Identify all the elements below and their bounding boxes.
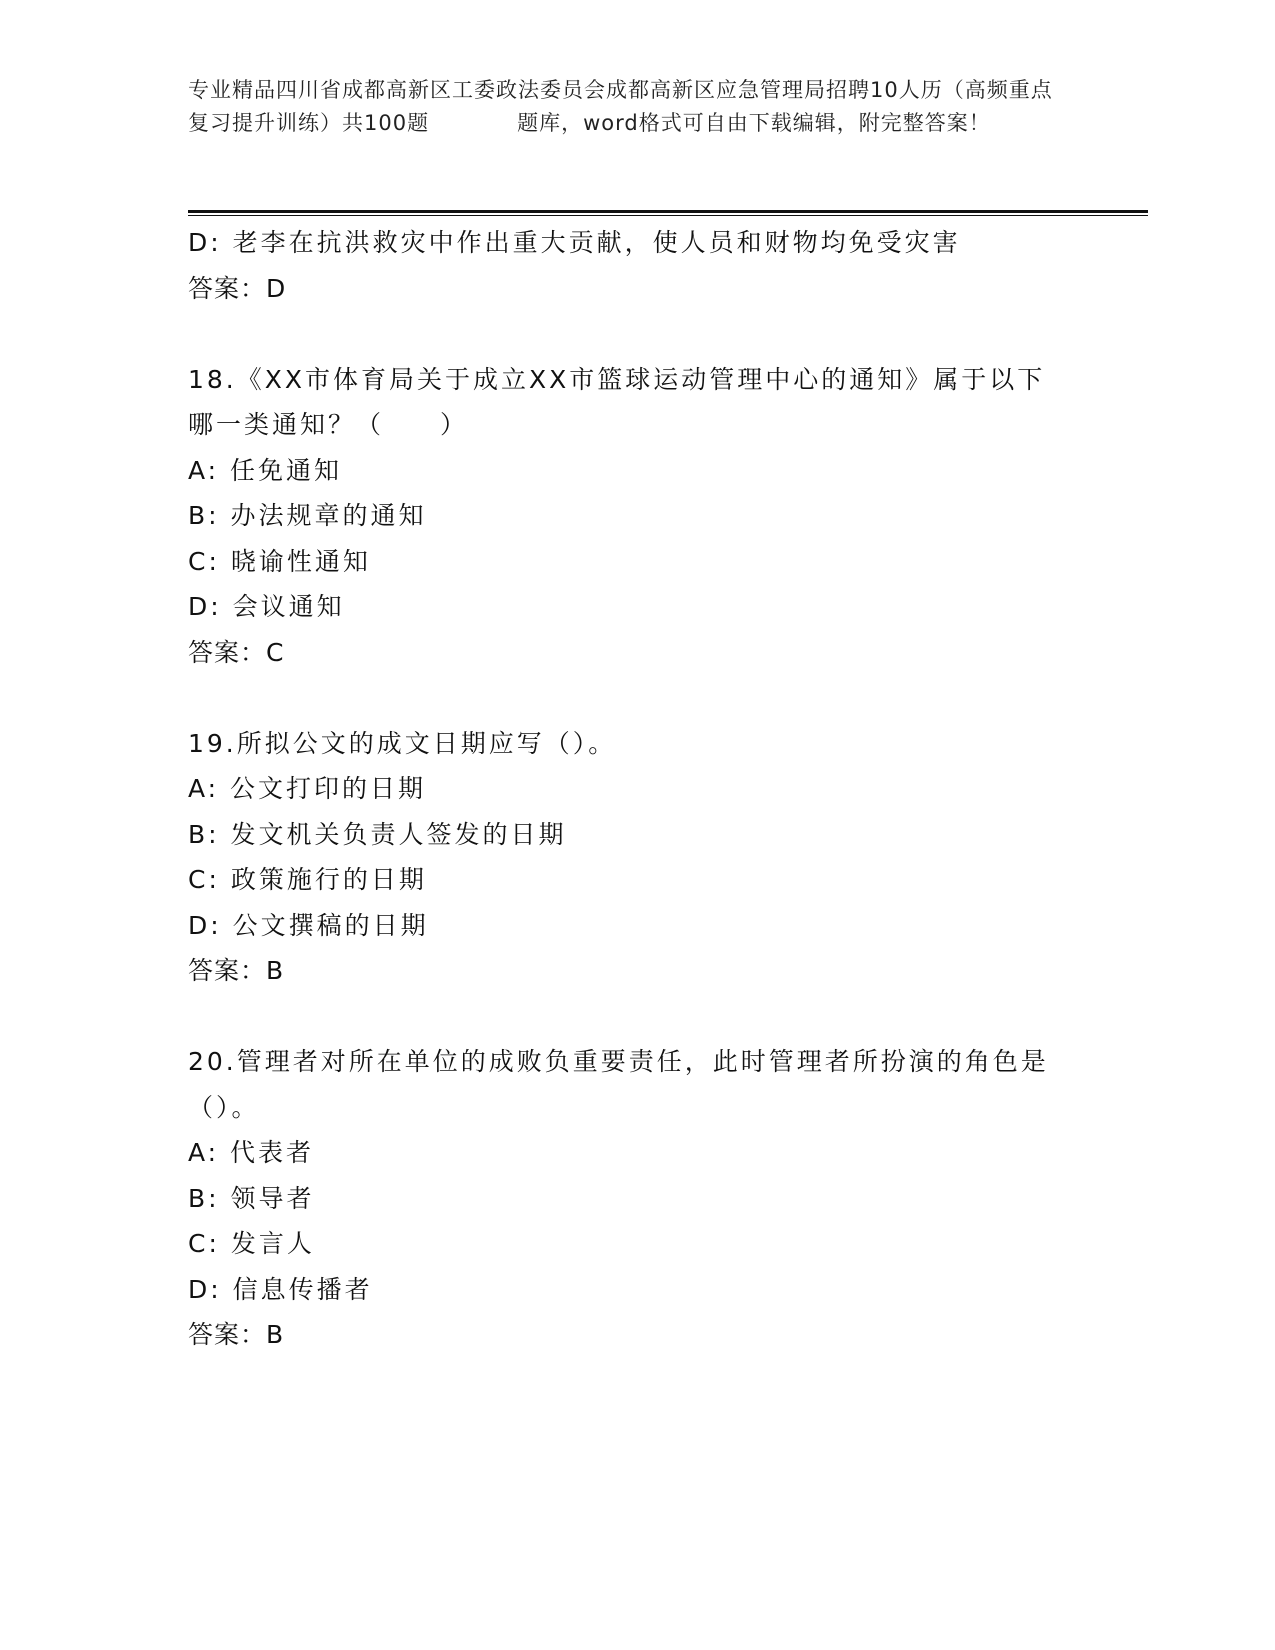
document-header xyxy=(188,74,1068,140)
option-d: D: 会议通知 xyxy=(188,592,345,621)
option-c: C: 晓谕性通知 xyxy=(188,546,371,576)
question-stem: 18.《XX市体育局关于成立XX市篮球运动管理中心的通知》属于以下 xyxy=(188,364,1046,394)
spacer xyxy=(188,675,1068,721)
question-stem-continued: （）。 xyxy=(188,1092,260,1122)
question-18 xyxy=(188,357,1068,676)
option-a: A: 代表者 xyxy=(188,1138,315,1167)
header-title: 专业精品四川省成都高新区工委政法委员会成都高新区应急管理局招聘10人历（高频重点复习提升训练）共100题 题库，word格式可自由下载编辑，附完整答案！ xyxy=(188,78,1053,135)
question-19 xyxy=(188,721,1068,994)
option-d: D: 信息传播者 xyxy=(188,1274,373,1304)
option-b: B: 领导者 xyxy=(188,1183,315,1213)
document-body xyxy=(188,220,1068,1358)
spacer xyxy=(188,994,1068,1040)
option-d: D: 老李在抗洪救灾中作出重大贡献，使人员和财物均免受灾害 xyxy=(188,228,961,257)
spacer xyxy=(188,311,1068,357)
question-stem-continued: 哪一类通知？（ ） xyxy=(188,410,469,439)
option-b: B: 发文机关负责人签发的日期 xyxy=(188,819,567,849)
answer-line: 答案：C xyxy=(188,637,285,667)
answer-line: 答案：B xyxy=(188,956,285,985)
answer-line: 答案：B xyxy=(188,1320,285,1349)
question-stem: 19.所拟公文的成文日期应写（）。 xyxy=(188,728,617,758)
option-b: B: 办法规章的通知 xyxy=(188,501,427,530)
question-stem: 20.管理者对所在单位的成败负重要责任，此时管理者所扮演的角色是 xyxy=(188,1047,1049,1076)
header-divider xyxy=(188,210,1148,216)
option-c: C: 政策施行的日期 xyxy=(188,865,427,894)
option-c: C: 发言人 xyxy=(188,1229,315,1258)
option-a: A: 公文打印的日期 xyxy=(188,774,427,803)
answer-line: 答案：D xyxy=(188,273,287,303)
option-d: D: 公文撰稿的日期 xyxy=(188,910,429,940)
option-a: A: 任免通知 xyxy=(188,455,343,485)
question-20 xyxy=(188,1039,1068,1358)
